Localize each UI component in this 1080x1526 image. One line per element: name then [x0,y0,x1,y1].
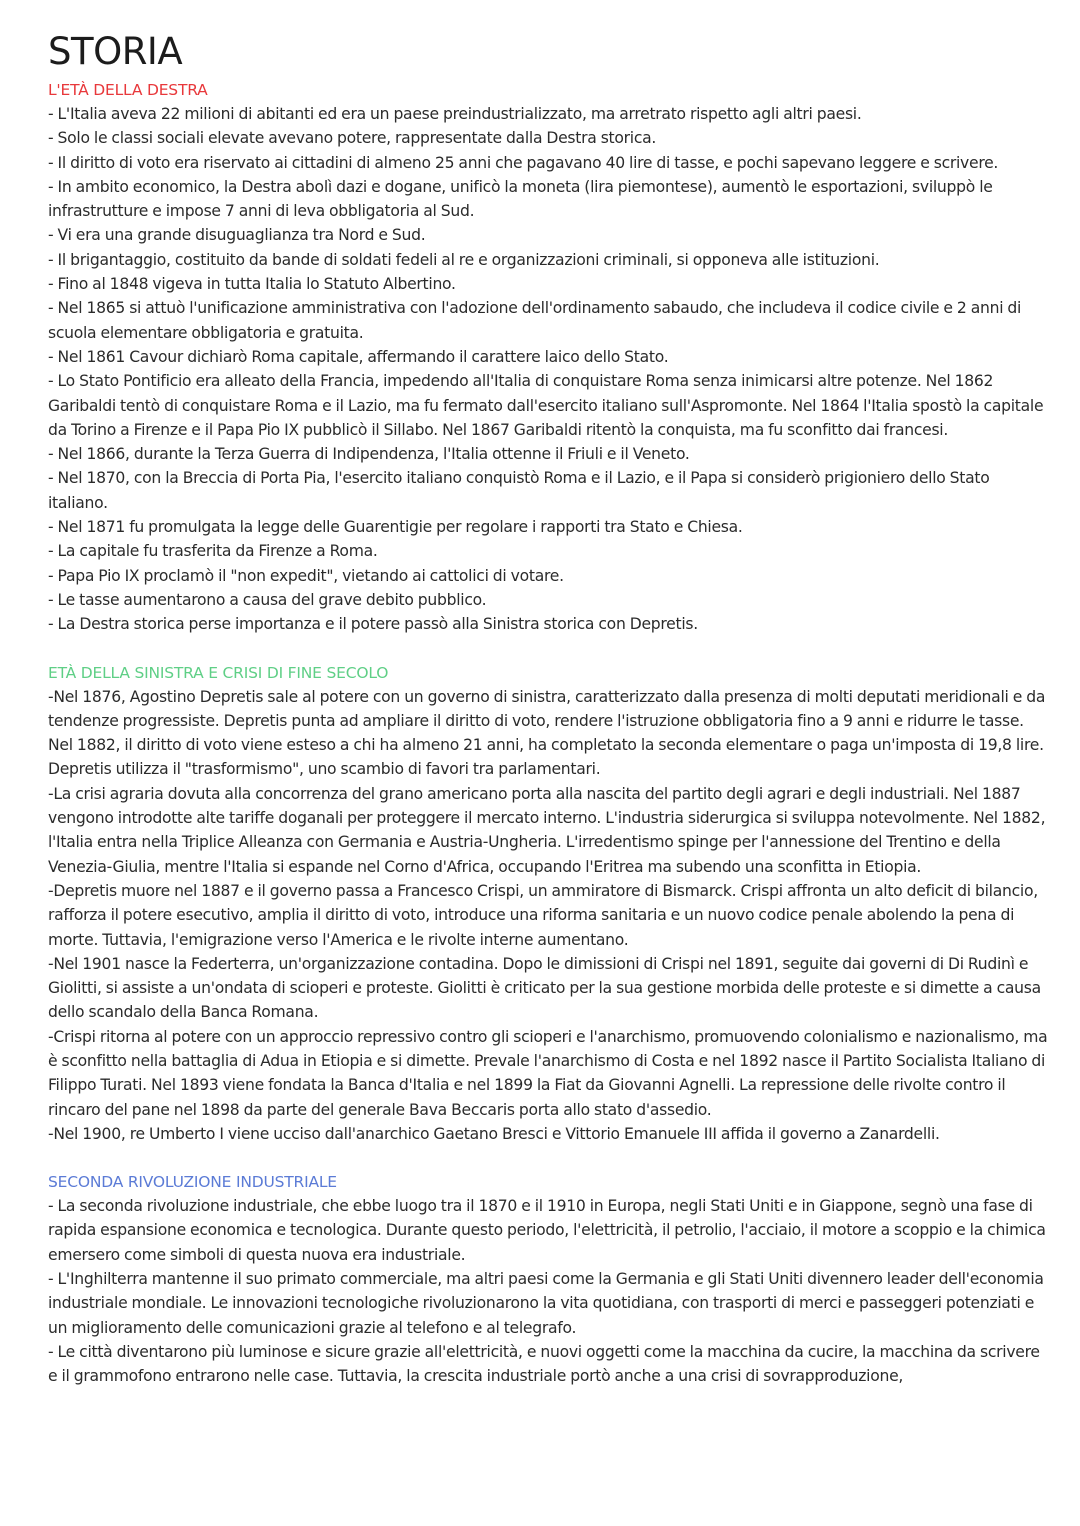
paragraph: - In ambito economico, la Destra abolì dazi e dogane, unificò la moneta (lira piemontese), aumentò le esportazioni, sviluppò le infrastrutture e impose 7 anni di leva obbligatoria al Sud. [48,177,993,221]
paragraph: -Nel 1900, re Umberto I viene ucciso dall'anarchico Gaetano Bresci e Vittorio Emanuele III affida il governo a Zanardelli. [48,1124,940,1143]
paragraph: - Nel 1865 si attuò l'unificazione amministrativa con l'adozione dell'ordinamento sabaudo, che includeva il codice civile e 2 anni di scuola elementare obbligatoria e gratuita. [48,299,1022,342]
paragraph: - La capitale fu trasferita da Firenze a Roma. [48,542,378,561]
paragraph: -Nel 1876, Agostino Depretis sale al potere con un governo di sinistra, caratterizzato dalla presenza di molti deputati meridionali e da tendenze progressiste. Depretis punta ad ampliare il diritto di voto, rendere l'istruzione obbligatoria fino a 9 anni e ridurre le tasse. Nel 1882, il diritto di voto viene esteso a chi ha almeno 21 anni, ha completato la seconda elementare o paga un'imposta di 19,8 lire. Depretis utilizza il "trasformismo", uno scambio di favori tra parlamentari. [48,687,1046,779]
section [48,1170,1048,1388]
section-heading: ETÀ DELLA SINISTRA E CRISI DI FINE SECOLO [48,663,389,682]
paragraph: - Papa Pio IX proclamò il "non expedit", vietando ai cattolici di votare. [48,566,564,585]
paragraph: -La crisi agraria dovuta alla concorrenza del grano americano porta alla nascita del partito degli agrari e degli industriali. Nel 1887 vengono introdotte alte tariffe doganali per proteggere il mercato interno. L'industria siderurgica si sviluppa notevolmente. Nel 1882, l'Italia entra nella Triplice Alleanza con Germania e Austria-Ungheria. L'irredentismo spinge per l'annessione del Trentino e della Venezia-Giulia, mentre l'Italia si espande nel Corno d'Africa, occupando l'Eritrea ma subendo una sconfitta in Etiopia. [48,784,1046,876]
paragraph: - L'Inghilterra mantenne il suo primato commerciale, ma altri paesi come la Germania e gli Stati Uniti divennero leader dell'economia industriale mondiale. Le innovazioni tecnologiche rivoluzionarono la vita quotidiana, con trasporti di merci e passeggeri potenziati e un miglioramento delle comunicazioni grazie al telefono e al telegrafo. [48,1270,1044,1337]
paragraph: - L'Italia aveva 22 milioni di abitanti ed era un paese preindustrializzato, ma arretrato rispetto agli altri paesi. [48,105,862,123]
paragraph: -Nel 1901 nasce la Federterra, un'organizzazione contadina. Dopo le dimissioni di Crispi nel 1891, seguite dai governi di Di Rudinì e Giolitti, si assiste a un'ondata di scioperi e proteste. Giolitti è criticato per la sua gestione morbida delle proteste e si dimette a causa dello scandalo della Banca Romana. [48,954,1041,1022]
section [48,78,1048,637]
paragraph: -Depretis muore nel 1887 e il governo passa a Francesco Crispi, un ammiratore di Bismarck. Crispi affronta un alto deficit di bilancio, rafforza il potere esecutivo, amplia il diritto di voto, introduce una riforma sanitaria e un nuovo codice penale abolendo la pena di morte. Tuttavia, l'emigrazione verso l'America e le rivolte interne aumentano. [48,881,1038,949]
paragraph: - Il diritto di voto era riservato ai cittadini di almeno 25 anni che pagavano 40 lire di tasse, e pochi sapevano leggere e scrivere. [48,153,999,172]
paragraph: - Vi era una grande disuguaglianza tra Nord e Sud. [48,226,426,245]
section-heading: SECONDA RIVOLUZIONE INDUSTRIALE [48,1173,337,1192]
paragraph: - Fino al 1848 vigeva in tutta Italia lo Statuto Albertino. [48,275,456,294]
paragraph: - Il brigantaggio, costituito da bande di soldati fedeli al re e organizzazioni criminali, si opponeva alle istituzioni. [48,250,880,269]
paragraph: - Nel 1861 Cavour dichiarò Roma capitale, affermando il carattere laico dello Stato. [48,347,669,366]
paragraph: - Le città diventarono più luminose e sicure grazie all'elettricità, e nuovi oggetti come la macchina da cucire, la macchina da scrivere e il grammofono entrarono nelle case. Tuttavia, la crescita industriale portò anche a una crisi di sovrapproduzione, [48,1342,1040,1386]
paragraph: - La seconda rivoluzione industriale, che ebbe luogo tra il 1870 e il 1910 in Europa, negli Stati Uniti e in Giappone, segnò una fase di rapida espansione economica e tecnologica. Durante questo periodo, l'elettricità, il petrolio, l'acciaio, il motore a scoppio e la chimica emersero come simboli di questa nuova era industriale. [48,1197,1046,1264]
sections-container [48,78,1048,1389]
paragraph: - Nel 1866, durante la Terza Guerra di Indipendenza, l'Italia ottenne il Friuli e il Veneto. [48,445,690,464]
paragraph: - La Destra storica perse importanza e il potere passò alla Sinistra storica con Depretis. [48,615,698,634]
paragraph: -Crispi ritorna al potere con un approccio repressivo contro gli scioperi e l'anarchismo, promuovendo colonialismo e nazionalismo, ma è sconfitto nella battaglia di Adua in Etiopia e si dimette. Prevale l'anarchismo di Costa e nel 1892 nasce il Partito Socialista Italiano di Filippo Turati. Nel 1893 viene fondata la Banca d'Italia e nel 1899 la Fiat da Giovanni Agnelli. La repressione delle rivolte contro il rincaro del pane nel 1898 da parte del generale Bava Beccaris porta allo stato d'assedio. [48,1027,1048,1119]
paragraph: - Solo le classi sociali elevate avevano potere, rappresentate dalla Destra storica. [48,129,657,148]
section [48,661,1048,1147]
paragraph: - Lo Stato Pontificio era alleato della Francia, impedendo all'Italia di conquistare Roma senza inimicarsi altre potenze. Nel 1862 Garibaldi tentò di conquistare Roma e il Lazio, ma fu fermato dall'esercito italiano sull'Aspromonte. Nel 1864 l'Italia spostò la capitale da Torino a Firenze e il Papa Pio IX pubblicò il Sillabo. Nel 1867 Garibaldi ritentò la conquista, ma fu sconfitto dai francesi. [48,372,1044,439]
section-heading: L'ETÀ DELLA DESTRA [48,81,208,99]
document-page [48,26,1048,1389]
page-title: STORIA [48,30,183,73]
paragraph: - Nel 1871 fu promulgata la legge delle Guarentigie per regolare i rapporti tra Stato e Chiesa. [48,518,743,537]
paragraph: - Le tasse aumentarono a causa del grave debito pubblico. [48,590,487,609]
paragraph: - Nel 1870, con la Breccia di Porta Pia, l'esercito italiano conquistò Roma e il Lazio, e il Papa si considerò prigioniero dello Stato italiano. [48,469,990,512]
